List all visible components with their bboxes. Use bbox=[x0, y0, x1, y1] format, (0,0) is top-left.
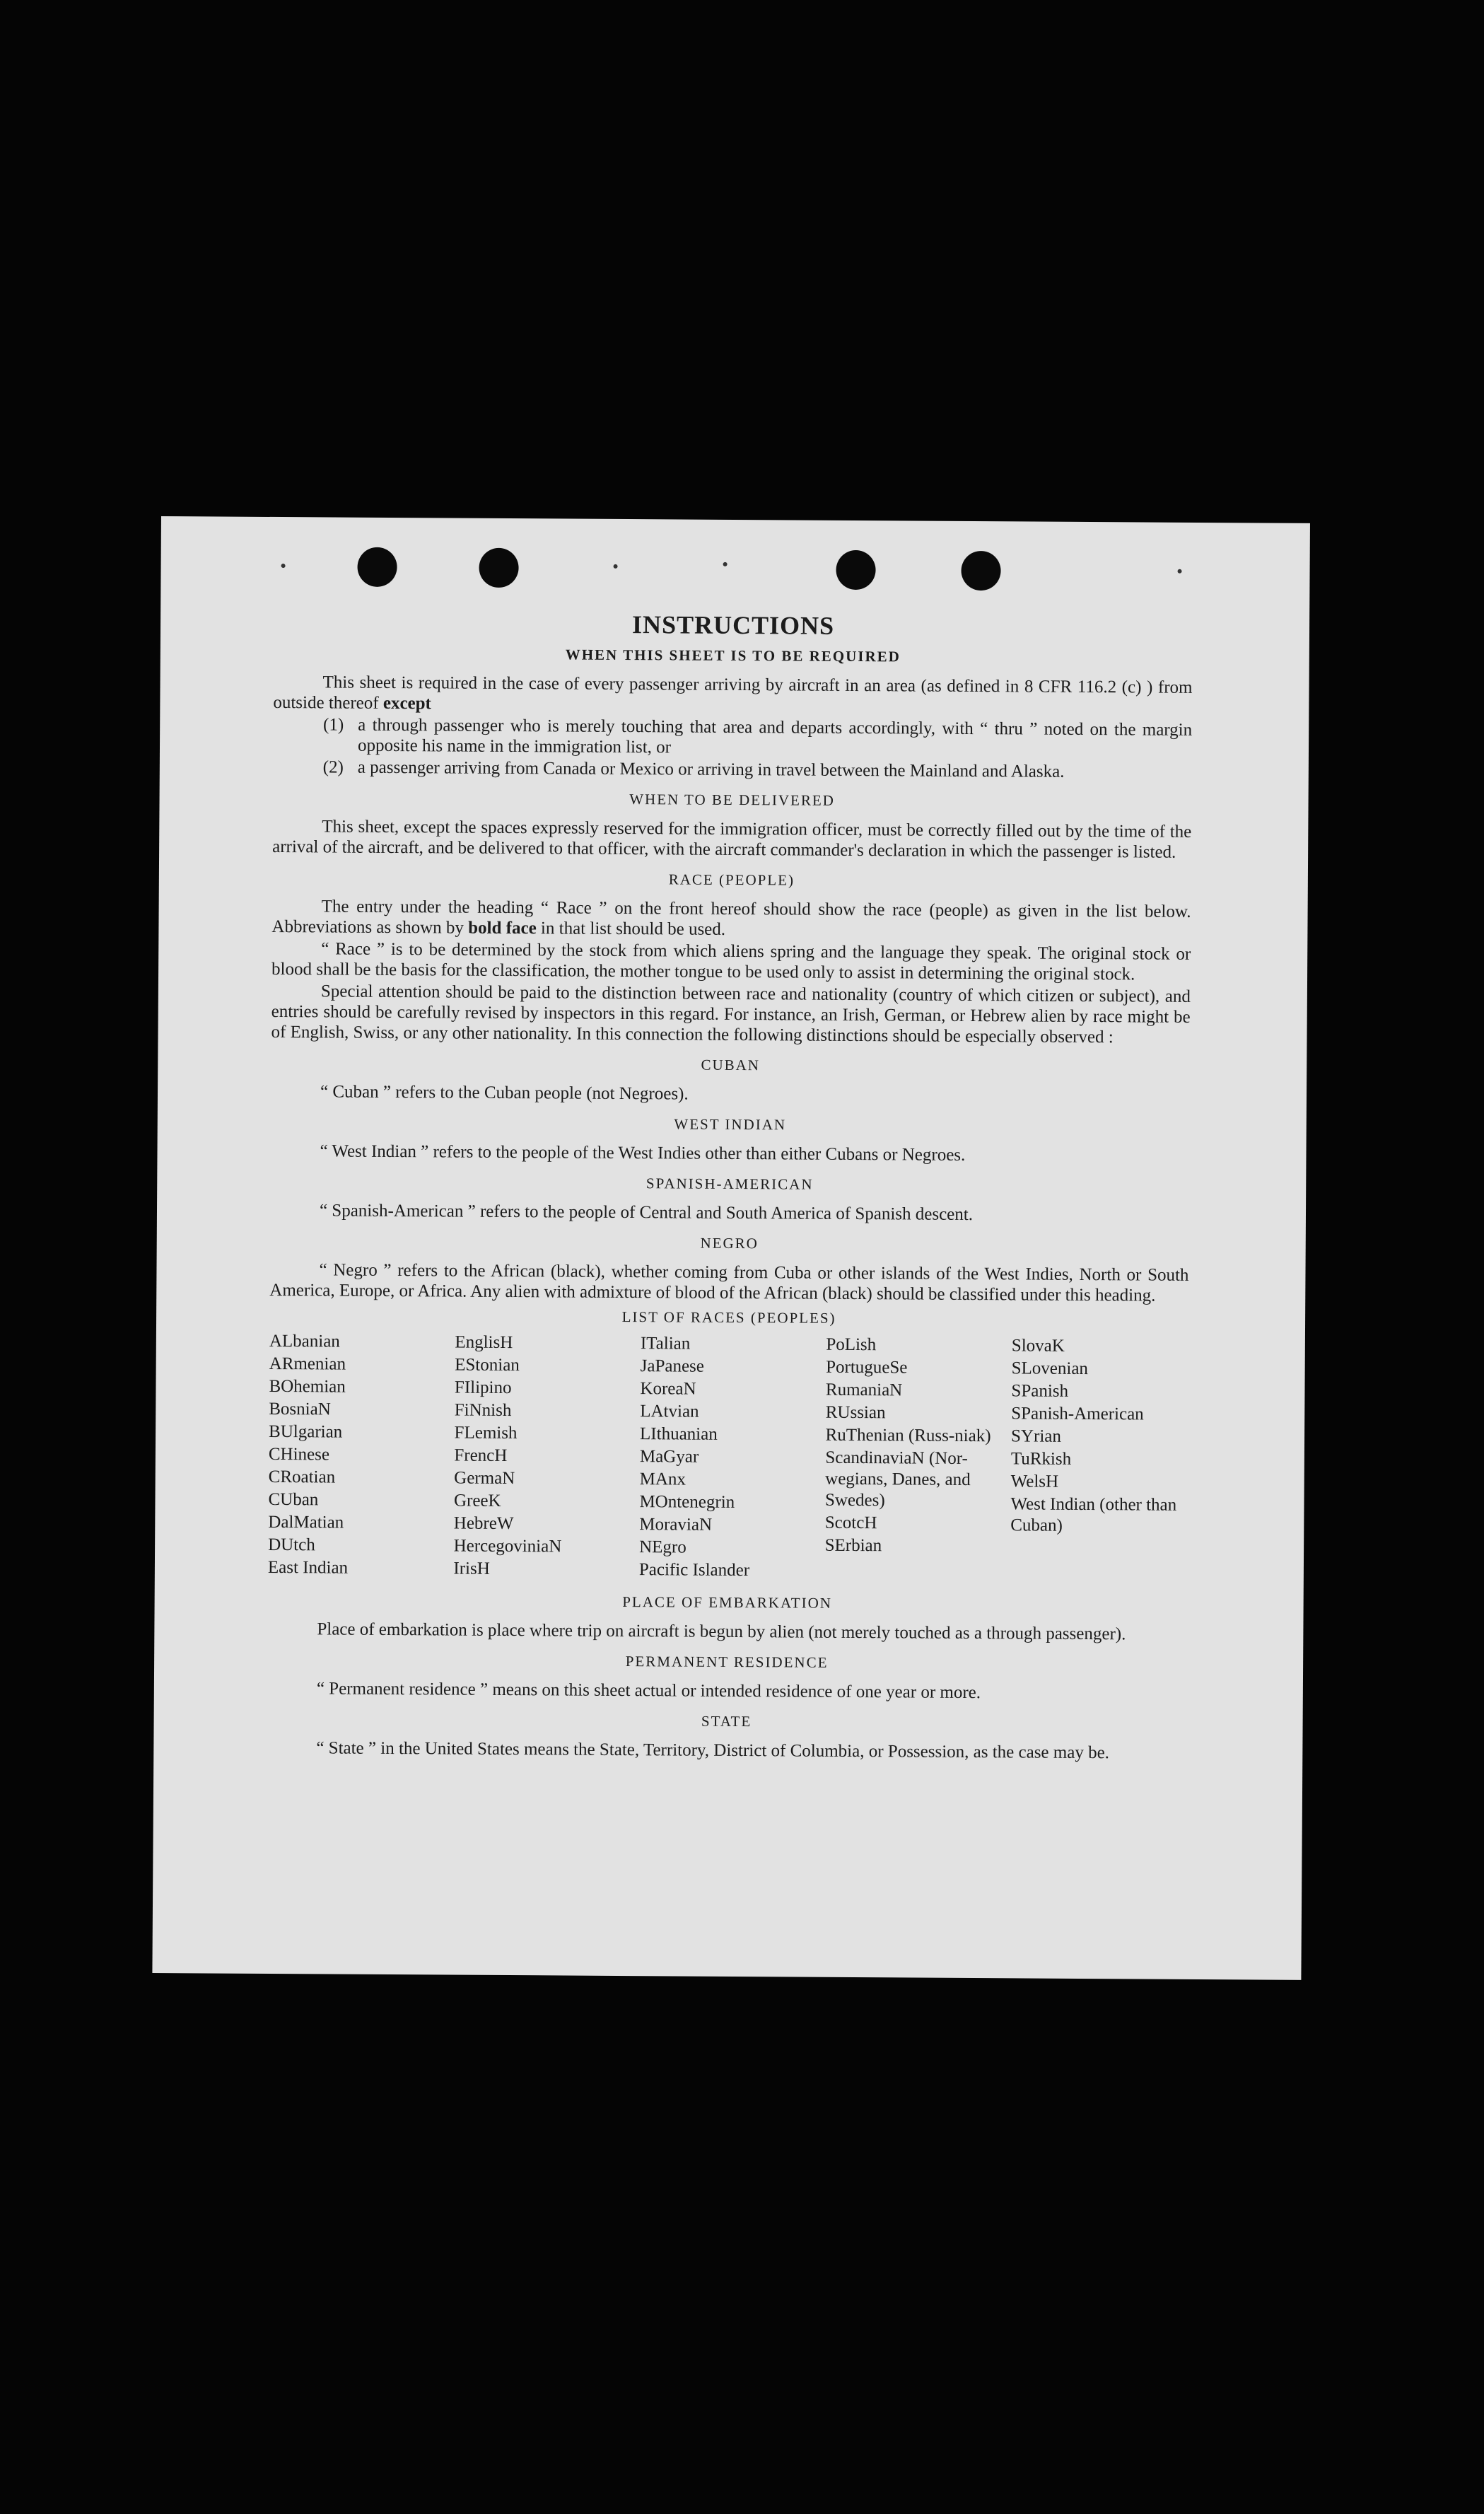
section-heading: LIST OF RACES (PEOPLES) bbox=[621, 1308, 836, 1327]
section-heading: PERMANENT RESIDENCE bbox=[625, 1653, 829, 1671]
race-item: PortugueSe bbox=[826, 1357, 908, 1378]
race-item: HercegoviniaN bbox=[453, 1536, 562, 1556]
paragraph bbox=[273, 672, 1192, 718]
paragraph: “ Race ” is to be determined by the stock from which aliens spring and the language they speak. The original stock or blood shall be the basis for the classification, the mother tongue to be used only to assist in determining the original stock. bbox=[271, 939, 1191, 984]
item-text: a through passenger who is merely touching that area and departs accordingly, with “ thru ” noted on the margin opposite his name in the immigration list, or bbox=[357, 715, 1193, 757]
race-item: LAtvian bbox=[640, 1402, 699, 1421]
race-item: DalMatian bbox=[268, 1512, 344, 1532]
section-heading: WHEN THIS SHEET IS TO BE REQUIRED bbox=[565, 646, 901, 665]
race-column bbox=[268, 1331, 446, 1581]
race-item: TuRkish bbox=[1010, 1449, 1072, 1469]
emphasis-text: bold face bbox=[468, 918, 537, 938]
paragraph: “ Negro ” refers to the African (black), whether coming from Cuba or other islands of the West Indies, North or South America, Europe, or Africa. Any alien with admixture of blood of the African (black) should be classified under this heading. bbox=[269, 1260, 1189, 1305]
race-item: FLemish bbox=[454, 1423, 518, 1443]
item-text: a passenger arriving from Canada or Mexico or arriving in travel between the Mainland and Alaska. bbox=[357, 757, 1065, 781]
paragraph: “ Permanent residence ” means on this sheet actual or intended residence of one year or more. bbox=[316, 1679, 981, 1703]
race-item: BosniaN bbox=[269, 1399, 331, 1419]
race-list bbox=[268, 1331, 1188, 1585]
paragraph: Special attention should be paid to the distinction between race and nationality (country of which citizen or subject), and entries should be carefully revised by inspectors in this regard. For instance, an Irish, German, or Hebrew alien by race might be of English, Swiss, or any other nationality. In this connection the following distinctions should be especially observed : bbox=[271, 982, 1191, 1047]
paragraph: “ Cuban ” refers to the Cuban people (not Negroes). bbox=[320, 1082, 689, 1104]
section-heading: WEST INDIAN bbox=[674, 1115, 787, 1134]
race-item: GermaN bbox=[454, 1468, 515, 1489]
speck bbox=[723, 562, 728, 566]
section-heading: NEGRO bbox=[700, 1234, 759, 1252]
speck bbox=[614, 564, 618, 569]
race-item: WelsH bbox=[1010, 1472, 1059, 1491]
race-column bbox=[453, 1332, 631, 1583]
race-item: SLovenian bbox=[1011, 1358, 1089, 1379]
race-item: RUssian bbox=[825, 1402, 886, 1423]
paragraph: This sheet, except the spaces expressly reserved for the immigration officer, must be correctly filled out by the time of the arrival of the aircraft, and be delivered to that officer, with the aircraft commander's declaration in which the passenger is listed. bbox=[272, 817, 1192, 862]
race-item: BOhemian bbox=[269, 1376, 346, 1397]
paragraph bbox=[271, 896, 1191, 943]
section-heading: SPANISH-AMERICAN bbox=[645, 1175, 814, 1193]
section-heading: CUBAN bbox=[701, 1056, 761, 1074]
punch-hole bbox=[479, 548, 518, 588]
race-column bbox=[639, 1333, 817, 1583]
race-item: Pacific Islander bbox=[638, 1560, 750, 1581]
section-heading: RACE (PEOPLE) bbox=[668, 871, 795, 889]
list-item bbox=[273, 757, 1192, 783]
race-item: RuThenian (Russ-niak) bbox=[825, 1425, 991, 1446]
paragraph-text: This sheet is required in the case of every passenger arriving by aircraft in an area (as defined in 8 CFR 116.2 (c) ) from outside thereof bbox=[273, 673, 1193, 713]
paragraph-text: The entry under the heading “ Race ” on the front hereof should show the race (people) as given in the list below. Abbreviations as shown by bbox=[271, 897, 1191, 938]
race-item: MOntenegrin bbox=[639, 1492, 735, 1512]
punch-hole bbox=[961, 551, 1000, 590]
race-item: ARmenian bbox=[269, 1354, 346, 1374]
race-item: MoraviaN bbox=[639, 1515, 713, 1535]
race-item: RumaniaN bbox=[825, 1380, 903, 1400]
document-sheet bbox=[152, 516, 1310, 1980]
race-item: MAnx bbox=[639, 1470, 687, 1489]
section-heading: PLACE OF EMBARKATION bbox=[622, 1593, 833, 1612]
punch-hole bbox=[836, 550, 875, 590]
speck bbox=[281, 564, 286, 568]
section-heading: STATE bbox=[701, 1712, 752, 1730]
race-item: ScotcH bbox=[824, 1513, 877, 1533]
paragraph: “ State ” in the United States means the State, Territory, District of Columbia, or Possession, as the case may be. bbox=[316, 1738, 1110, 1763]
race-item: HebreW bbox=[453, 1513, 514, 1534]
race-item: MaGyar bbox=[639, 1447, 699, 1467]
race-item: SlovaK bbox=[1011, 1336, 1065, 1356]
paragraph: “ Spanish-American ” refers to the people of Central and South America of Spanish descent. bbox=[319, 1201, 974, 1225]
race-item: CHinese bbox=[268, 1444, 330, 1465]
race-item: JaPanese bbox=[640, 1356, 705, 1376]
race-item: West Indian (other than Cuban) bbox=[1010, 1494, 1177, 1535]
section-heading: WHEN TO BE DELIVERED bbox=[629, 791, 835, 809]
race-item: NEgro bbox=[639, 1537, 687, 1557]
list-item bbox=[273, 714, 1192, 761]
race-item: ScandinaviaN (Nor-wegians, Danes, and Swedes) bbox=[824, 1448, 971, 1511]
race-item: SPanish bbox=[1011, 1381, 1069, 1401]
race-item: FiNnish bbox=[454, 1400, 512, 1421]
race-item: DUtch bbox=[268, 1535, 315, 1555]
instructions-content bbox=[267, 612, 1193, 1765]
paragraph: “ West Indian ” refers to the people of the West Indies other than either Cubans or Negroes. bbox=[320, 1141, 966, 1165]
paragraph: Place of embarkation is place where trip on aircraft is begun by alien (not merely touched as a through passenger). bbox=[317, 1619, 1126, 1644]
race-column bbox=[1010, 1335, 1188, 1585]
race-item: SErbian bbox=[824, 1535, 882, 1556]
race-item: CRoatian bbox=[268, 1467, 336, 1487]
race-item: LIthuanian bbox=[640, 1424, 718, 1444]
race-item: ITalian bbox=[640, 1334, 691, 1354]
race-column bbox=[824, 1334, 1003, 1585]
item-number: (2) bbox=[322, 757, 344, 777]
race-item: PoLish bbox=[826, 1334, 877, 1355]
race-item: SPanish-American bbox=[1011, 1404, 1144, 1424]
race-item: GreeK bbox=[453, 1491, 501, 1511]
race-item: FIlipino bbox=[454, 1378, 512, 1398]
item-number: (1) bbox=[322, 715, 344, 735]
race-item: FrencH bbox=[454, 1445, 508, 1466]
race-item: BUlgarian bbox=[269, 1421, 343, 1442]
race-item: ALbanian bbox=[269, 1331, 340, 1351]
race-item: SYrian bbox=[1010, 1426, 1061, 1446]
race-item: EnglisH bbox=[455, 1332, 513, 1353]
paragraph-text: in that list should be used. bbox=[540, 919, 726, 939]
punch-hole bbox=[357, 547, 397, 587]
race-item: East Indian bbox=[267, 1557, 349, 1578]
page-title: INSTRUCTIONS bbox=[631, 610, 835, 640]
speck bbox=[1178, 569, 1182, 574]
emphasis-text: except bbox=[382, 693, 432, 714]
race-item: EStonian bbox=[455, 1355, 520, 1375]
race-item: CUban bbox=[268, 1489, 319, 1510]
race-item: KoreaN bbox=[640, 1379, 696, 1399]
race-item: IrisH bbox=[453, 1559, 490, 1578]
